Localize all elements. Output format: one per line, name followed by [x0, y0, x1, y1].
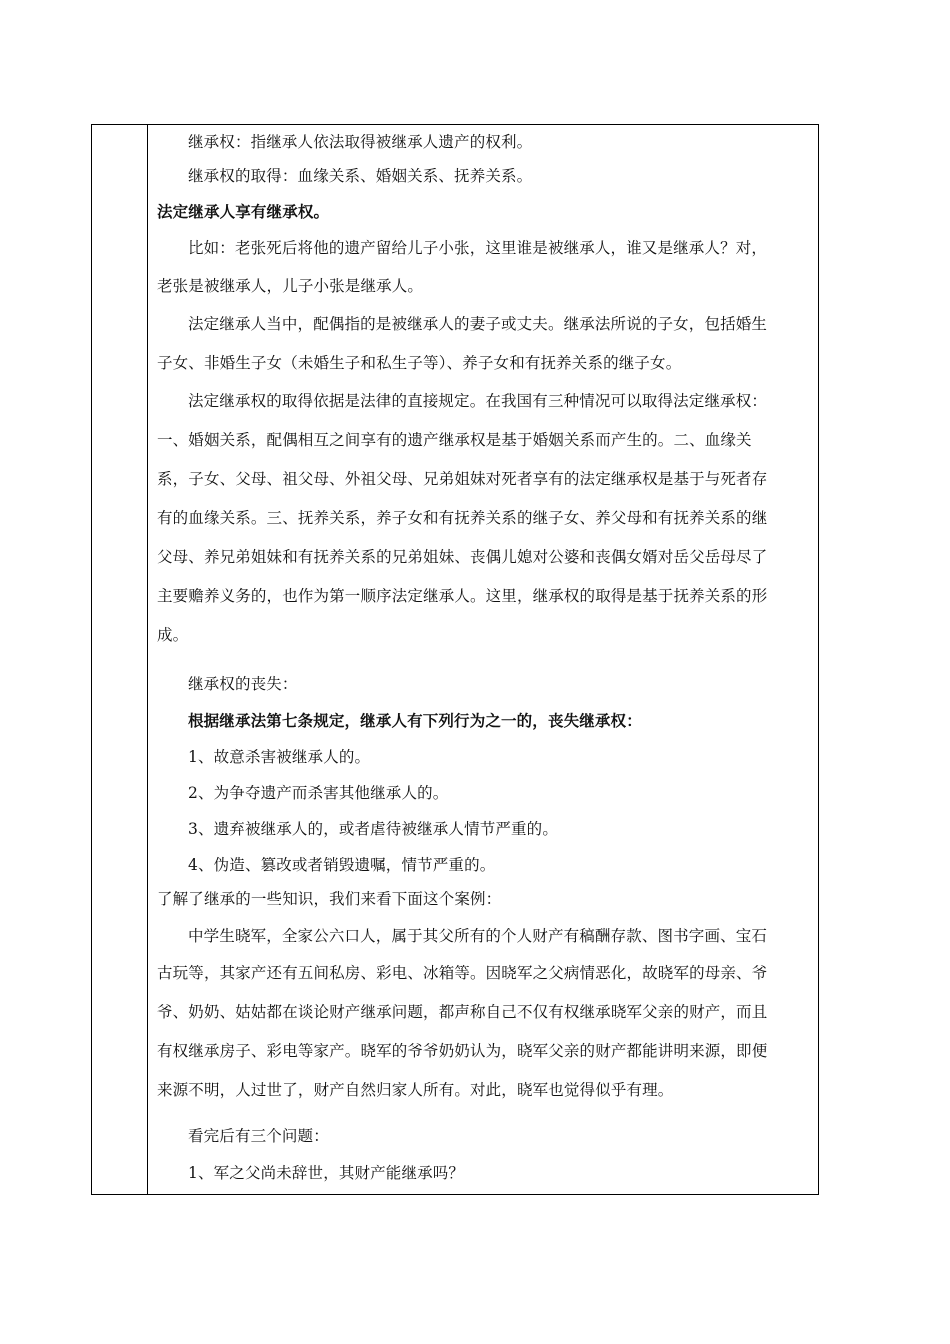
- text-line: 父母、养兄弟姐妹和有抚养关系的兄弟姐妹、丧偶儿媳对公婆和丧偶女婿对岳父岳母尽了: [157, 548, 768, 566]
- text-line: 继承权：指继承人依法取得被继承人遗产的权利。: [188, 133, 533, 151]
- section-heading: 法定继承人享有继承权。: [157, 202, 330, 221]
- text-line: 法定继承人当中，配偶指的是被继承人的妻子或丈夫。继承法所说的子女，包括婚生: [188, 315, 768, 333]
- text-line: 一、婚姻关系，配偶相互之间享有的遗产继承权是基于婚姻关系而产生的。二、血缘关: [157, 431, 752, 449]
- text-line: 比如：老张死后将他的遗产留给儿子小张，这里谁是被继承人，谁又是继承人？对，: [188, 239, 768, 257]
- text-line: 老张是被继承人，儿子小张是继承人。: [157, 277, 424, 295]
- text-line: 系，子女、父母、祖父母、外祖父母、兄弟姐妹对死者享有的法定继承权是基于与死者存: [157, 470, 768, 488]
- text-line: 看完后有三个问题：: [188, 1127, 329, 1145]
- list-item: 1、故意杀害被继承人的。: [188, 748, 371, 766]
- list-item: 2、为争夺遗产而杀害其他继承人的。: [188, 784, 449, 802]
- lesson-table: [91, 124, 819, 1195]
- text-line: 子女、非婚生子女（未婚生子和私生子等）、养子女和有抚养关系的继子女。: [157, 354, 682, 372]
- text-line: 来源不明，人过世了，财产自然归家人所有。对此，晓军也觉得似乎有理。: [157, 1081, 674, 1099]
- list-item: 4、伪造、篡改或者销毁遗嘱，情节严重的。: [188, 856, 496, 874]
- text-line: 有的血缘关系。三、抚养关系，养子女和有抚养关系的继子女、养父母和有抚养关系的继: [157, 509, 768, 527]
- text-line: 继承权的丧失：: [188, 675, 298, 693]
- question-item: 1、军之父尚未辞世，其财产能继承吗？: [188, 1164, 465, 1182]
- text-line: 成。: [157, 626, 189, 644]
- text-line: 法定继承权的取得依据是法律的直接规定。在我国有三种情况可以取得法定继承权：: [188, 392, 768, 410]
- text-line: 了解了继承的一些知识，我们来看下面这个案例：: [157, 890, 502, 908]
- text-line: 主要赡养义务的，也作为第一顺序法定继承人。这里，继承权的取得是基于抚养关系的形: [157, 587, 768, 605]
- column-divider: [147, 125, 148, 1194]
- text-line: 古玩等，其家产还有五间私房、彩电、冰箱等。因晓军之父病情恶化，故晓军的母亲、爷: [157, 964, 768, 982]
- list-item: 3、遗弃被继承人的，或者虐待被继承人情节严重的。: [188, 820, 558, 838]
- text-line: 爷、奶奶、姑姑都在谈论财产继承问题，都声称自己不仅有权继承晓军父亲的财产，而且: [157, 1003, 768, 1021]
- section-heading: 根据继承法第七条规定，继承人有下列行为之一的，丧失继承权：: [188, 711, 642, 730]
- text-line: 继承权的取得：血缘关系、婚姻关系、抚养关系。: [188, 167, 533, 185]
- text-line: 有权继承房子、彩电等家产。晓军的爷爷奶奶认为，晓军父亲的财产都能讲明来源，即便: [157, 1042, 768, 1060]
- text-line: 中学生晓军，全家公六口人，属于其父所有的个人财产有稿酬存款、图书字画、宝石: [188, 927, 768, 945]
